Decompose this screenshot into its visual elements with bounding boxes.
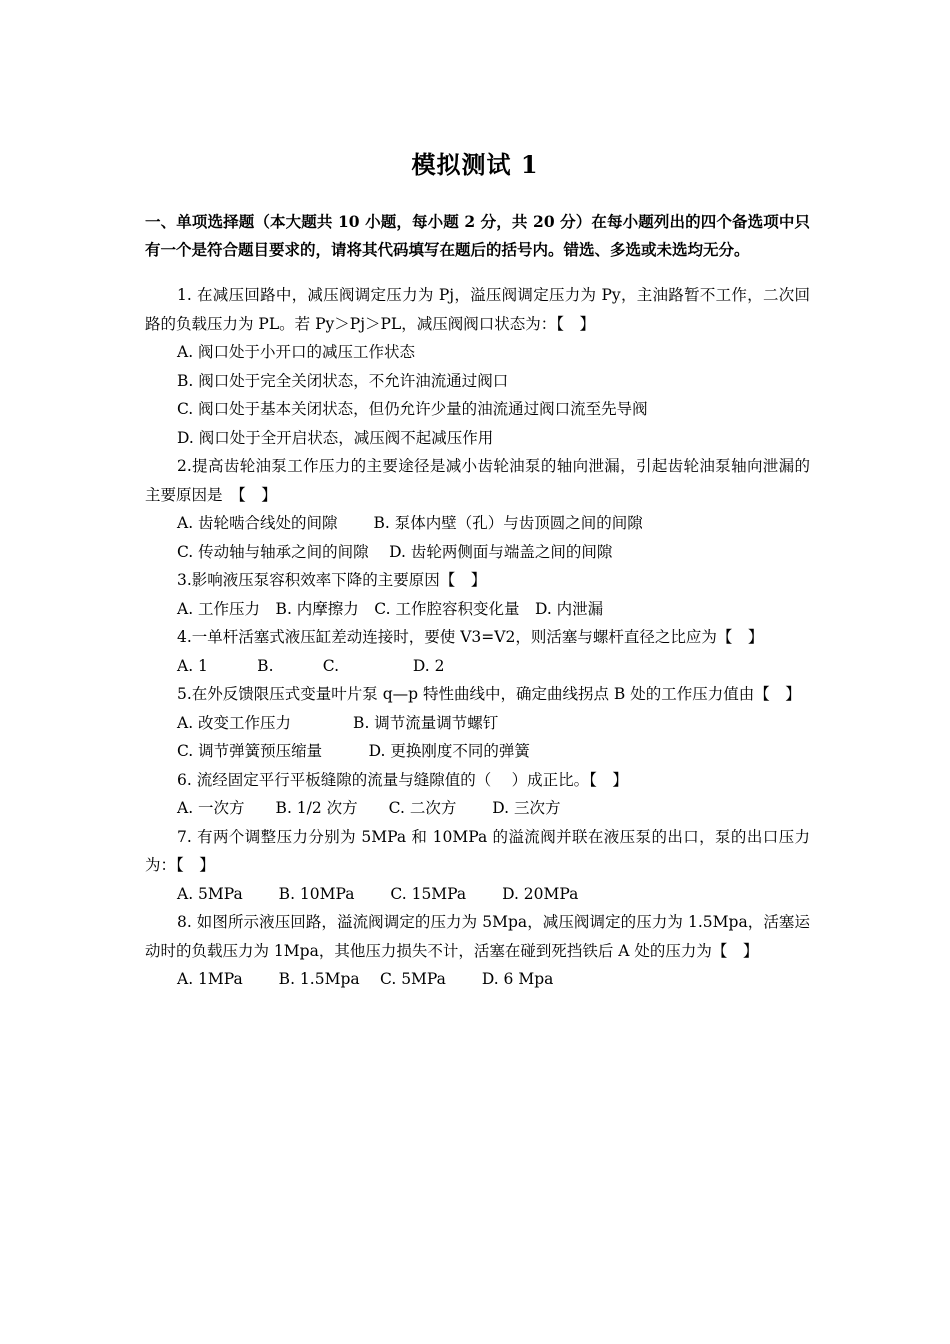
- question-option-line: C. 调节弹簧预压缩量 D. 更换刚度不同的弹簧: [177, 742, 530, 760]
- question-option-line: C. 阀口处于基本关闭状态，但仍允许少量的油流通过阀口流至先导阀: [177, 400, 648, 418]
- question-2: [145, 452, 810, 566]
- question-option-line: A. 1 B. C. D. 2: [177, 656, 445, 675]
- question-stem: 8. 如图所示液压回路，溢流阀调定的压力为 5Mpa，减压阀调定的压力为 1.5Mpa，活塞运动时的负载压力为 1Mpa，其他压力损失不计，活塞在碰到死挡铁后 A 处的压力为【 】: [145, 913, 810, 960]
- question-4: [145, 623, 810, 680]
- question-option-line: B. 阀口处于完全关闭状态，不允许油流通过阀口: [177, 371, 509, 390]
- question-stem: 4.一单杆活塞式液压缸差动连接时，要使 V3=V2，则活塞与螺杆直径之比应为【 】: [177, 628, 764, 646]
- question-stem: 5.在外反馈限压式变量叶片泵 q—p 特性曲线中，确定曲线拐点 B 处的工作压力值由【 】: [177, 685, 801, 703]
- question-option-line: A. 改变工作压力 B. 调节流量调节螺钉: [177, 713, 499, 732]
- question-option-line: D. 阀口处于全开启状态，减压阀不起减压作用: [177, 428, 494, 447]
- question-5: [145, 680, 810, 766]
- question-option-line: A. 5MPa B. 10MPa C. 15MPa D. 20MPa: [177, 884, 579, 903]
- question-stem: 2.提高齿轮油泵工作压力的主要途径是减小齿轮油泵的轴向泄漏，引起齿轮油泵轴向泄漏的主要原因是 【 】: [145, 457, 810, 504]
- question-3: [145, 566, 810, 623]
- question-7: [145, 823, 810, 909]
- question-option-line: C. 传动轴与轴承之间的间隙 D. 齿轮两侧面与端盖之间的间隙: [177, 542, 613, 561]
- question-6: [145, 766, 810, 823]
- question-option-line: A. 工作压力 B. 内摩擦力 C. 工作腔容积变化量 D. 内泄漏: [177, 599, 604, 618]
- question-list: [145, 281, 810, 994]
- page-title: 模拟测试 1: [411, 150, 539, 179]
- question-stem: 3.影响液压泵容积效率下降的主要原因【 】: [177, 571, 487, 589]
- question-stem: 6. 流经固定平行平板缝隙的流量与缝隙值的（ ）成正比。【 】: [177, 770, 628, 789]
- section-instructions: 一、单项选择题（本大题共 10 小题，每小题 2 分，共 20 分）在每小题列出的四个备选项中只有一个是符合题目要求的，请将其代码填写在题后的括号内。错选、多选或未选均无分。: [145, 212, 810, 259]
- question-option-line: A. 齿轮啮合线处的间隙 B. 泵体内壁（孔）与齿顶圆之间的间隙: [177, 514, 643, 532]
- question-1: [145, 281, 810, 452]
- question-8: [145, 908, 810, 994]
- question-stem: 7. 有两个调整压力分别为 5MPa 和 10MPa 的溢流阀并联在液压泵的出口，泵的出口压力为：【 】: [145, 827, 810, 874]
- question-option-line: A. 一次方 B. 1/2 次方 C. 二次方 D. 三次方: [177, 799, 561, 817]
- question-option-line: A. 阀口处于小开口的减压工作状态: [177, 343, 416, 361]
- question-option-line: A. 1MPa B. 1.5Mpa C. 5MPa D. 6 Mpa: [177, 970, 554, 988]
- question-stem: 1. 在减压回路中，减压阀调定压力为 Pj，溢压阀调定压力为 Py，主油路暂不工作，二次回路的负载压力为 PL。若 Py＞Pj＞PL，减压阀阀口状态为：【 】: [145, 286, 810, 333]
